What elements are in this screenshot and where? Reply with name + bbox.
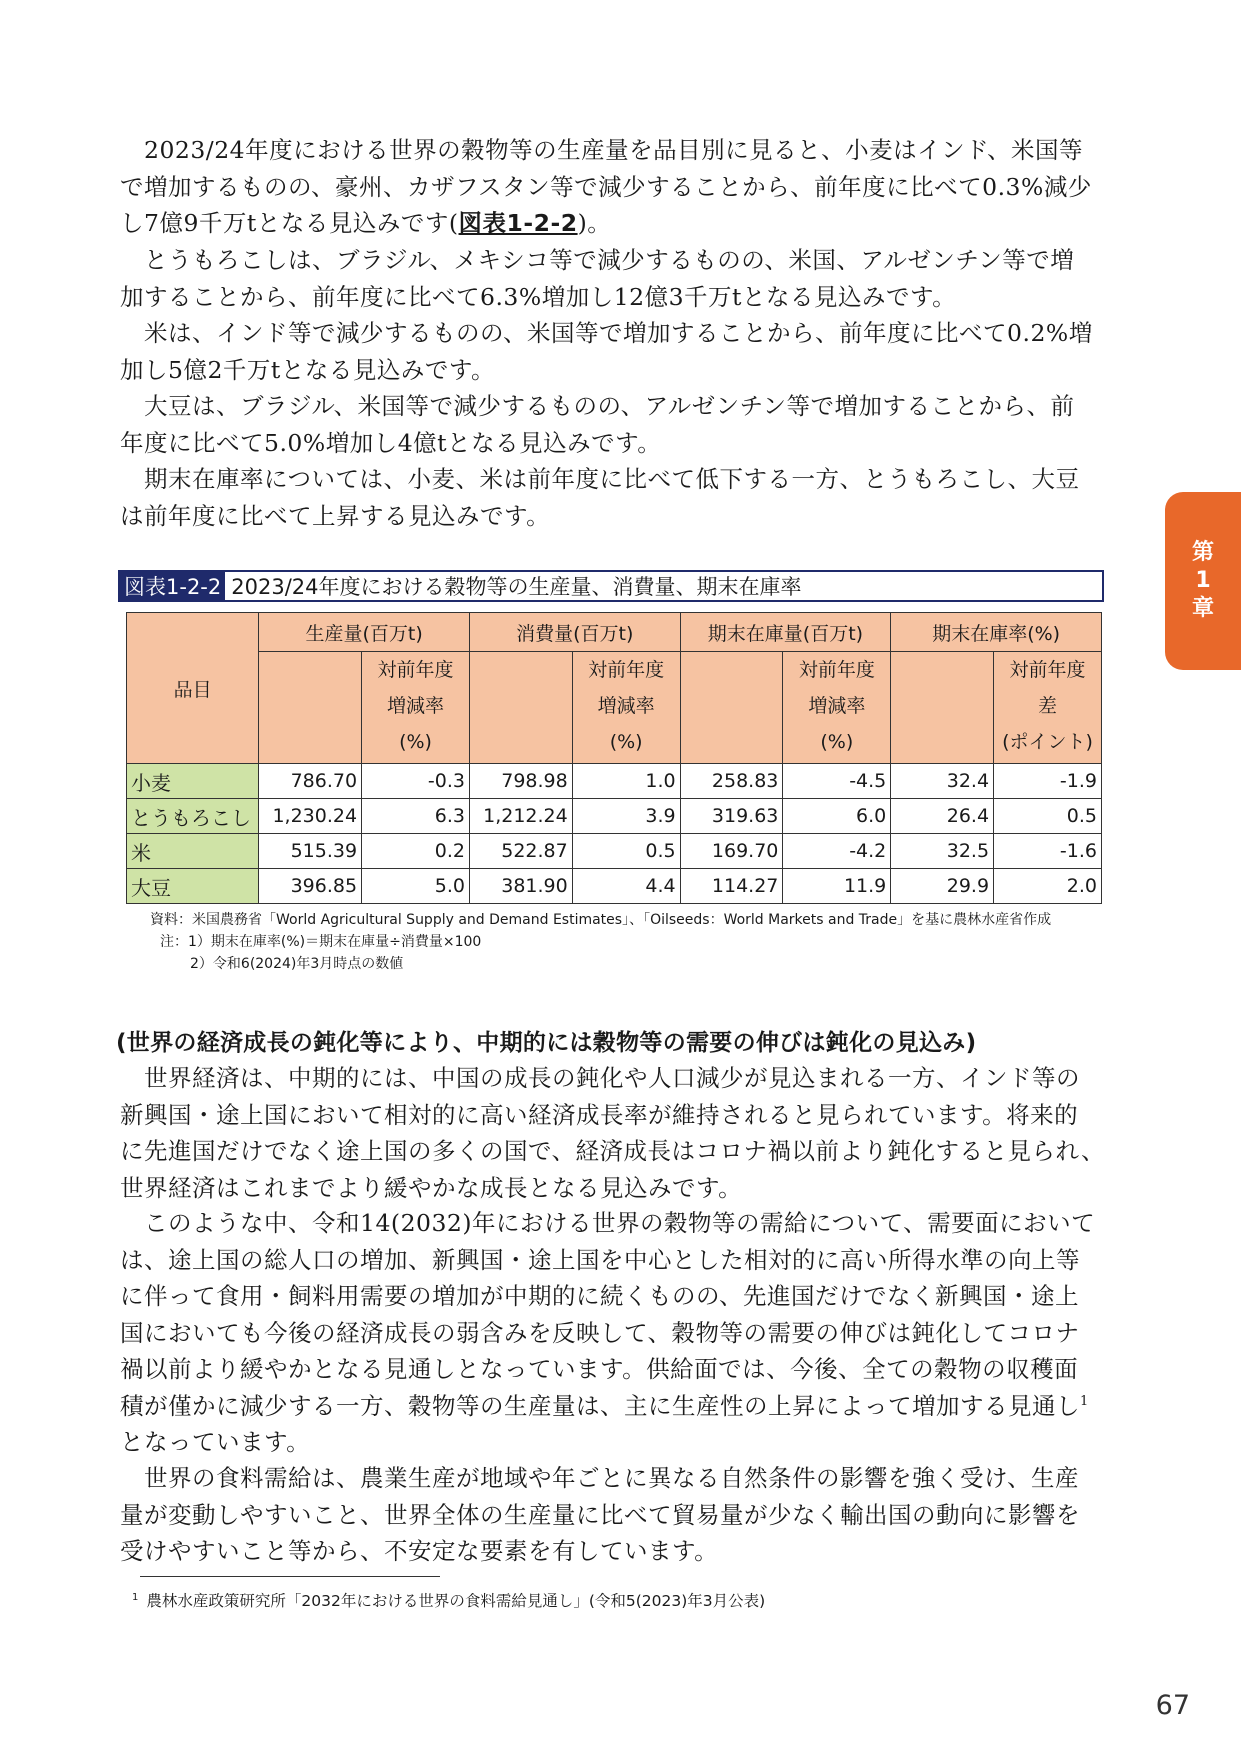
footnote-number: 1 bbox=[132, 1591, 139, 1603]
body-paragraph-economy bbox=[120, 1060, 1105, 1206]
grain-supply-table bbox=[126, 612, 1102, 904]
row-item-name: とうもろこし bbox=[127, 799, 259, 834]
yoy-diff-header bbox=[994, 652, 1102, 764]
page-number: 67 bbox=[1155, 1690, 1190, 1721]
table-cell: -4.2 bbox=[783, 834, 891, 869]
row-item-name: 大豆 bbox=[127, 869, 259, 904]
table-cell: 396.85 bbox=[259, 869, 362, 904]
yoy-change-header bbox=[572, 652, 680, 764]
text-line: 加し5億2千万tとなる見込みです。 bbox=[120, 355, 495, 384]
text-line bbox=[120, 1388, 1090, 1425]
table-cell: -1.6 bbox=[994, 834, 1102, 869]
footnote-divider bbox=[140, 1576, 440, 1577]
table-cell: 1,212.24 bbox=[469, 799, 572, 834]
source-note: 資料：米国農務省「World Agricultural Supply and Demand Estimates」、「Oilseeds：World Markets and Trade」を基に農林水産省作成 bbox=[150, 912, 1052, 928]
header-blank-cell bbox=[680, 652, 783, 764]
table-cell: 0.5 bbox=[994, 799, 1102, 834]
table-cell: -1.9 bbox=[994, 764, 1102, 799]
text-line: となっています。 bbox=[120, 1428, 311, 1456]
consumption-header: 消費量(百万t) bbox=[469, 613, 680, 652]
footnote-marker[interactable]: 1 bbox=[1080, 1393, 1089, 1409]
table-cell: 3.9 bbox=[572, 799, 680, 834]
table-notes bbox=[150, 909, 1110, 975]
table-cell: 1,230.24 bbox=[259, 799, 362, 834]
table-cell: 522.87 bbox=[469, 834, 572, 869]
stock-ratio-header: 期末在庫率(%) bbox=[891, 613, 1102, 652]
table-row-rice bbox=[127, 834, 1102, 869]
text-line: 量が変動しやすいこと、世界全体の生産量に比べて貿易量が少なく輸出国の動向に影響を bbox=[120, 1500, 1080, 1529]
text-line: 国においても今後の経済成長の弱含みを反映して、穀物等の需要の伸びは鈍化してコロナ bbox=[120, 1318, 1080, 1347]
subheader-line: (%) bbox=[399, 731, 432, 753]
table-cell: 798.98 bbox=[469, 764, 572, 799]
figure-title: 2023/24年度における穀物等の生産量、消費量、期末在庫率 bbox=[231, 575, 802, 599]
footnote-text: 農林水産政策研究所「2032年における世界の食料需給見通し」(令和5(2023)年3月公表) bbox=[146, 1592, 766, 1610]
chapter-tab[interactable] bbox=[1165, 492, 1241, 670]
table-cell: 0.2 bbox=[362, 834, 470, 869]
table-cell: 29.9 bbox=[891, 869, 994, 904]
figure-label: 図表1-2-2 bbox=[120, 572, 225, 600]
text-line: 期末在庫率については、小麦、米は前年度に比べて低下する一方、とうもろこし、大豆 bbox=[120, 465, 1080, 493]
table-cell: 32.4 bbox=[891, 764, 994, 799]
header-blank-cell bbox=[259, 652, 362, 764]
text-line: 年度に比べて5.0%増加し4億tとなる見込みです。 bbox=[120, 428, 662, 457]
table-cell: 4.4 bbox=[572, 869, 680, 904]
page-footnote bbox=[132, 1589, 1032, 1611]
subheader-line: (ポイント) bbox=[1002, 731, 1093, 753]
table-cell: 26.4 bbox=[891, 799, 994, 834]
text-line: は前年度に比べて上昇する見込みです。 bbox=[120, 501, 551, 530]
text-line: 大豆は、ブラジル、米国等で減少するものの、アルゼンチン等で増加することから、前 bbox=[120, 392, 1075, 420]
table-cell: 169.70 bbox=[680, 834, 783, 869]
body-paragraph-instability bbox=[120, 1460, 1090, 1570]
table-cell: -4.5 bbox=[783, 764, 891, 799]
text-line: 受けやすいこと等から、不安定な要素を有しています。 bbox=[120, 1537, 719, 1565]
text-line: は、途上国の総人口の増加、新興国・途上国を中心とした相対的に高い所得水準の向上等 bbox=[120, 1245, 1080, 1274]
text-fragment: 積が僅かに減少する一方、穀物等の生産量は、主に生産性の上昇によって増加する見通し bbox=[120, 1391, 1080, 1420]
text-line: に伴って食用・飼料用需要の増加が中期的に続くものの、先進国だけでなく新興国・途上 bbox=[120, 1282, 1080, 1310]
intro-paragraph-corn bbox=[120, 242, 1090, 315]
subheader-line: 増減率 bbox=[597, 695, 655, 717]
table-cell: 32.5 bbox=[891, 834, 994, 869]
yoy-change-header bbox=[362, 652, 470, 764]
subheader-line: 差 bbox=[1038, 695, 1058, 717]
table-cell: 786.70 bbox=[259, 764, 362, 799]
table-cell: 515.39 bbox=[259, 834, 362, 869]
table-header-row bbox=[127, 613, 1102, 652]
header-blank-cell bbox=[469, 652, 572, 764]
chapter-tab-label: 第 bbox=[1191, 540, 1214, 565]
table-cell: 319.63 bbox=[680, 799, 783, 834]
text-line: に先進国だけでなく途上国の多くの国で、経済成長はコロナ禍以前より鈍化すると見られ、 bbox=[120, 1137, 1105, 1165]
table-cell: 258.83 bbox=[680, 764, 783, 799]
body-paragraph-outlook bbox=[120, 1205, 1096, 1461]
table-row-wheat bbox=[127, 764, 1102, 799]
table-cell: 11.9 bbox=[783, 869, 891, 904]
text-line: 禍以前より緩やかとなる見通しとなっています。供給面では、今後、全ての穀物の収穫面 bbox=[120, 1355, 1079, 1383]
section-subheading: (世界の経済成長の鈍化等により、中期的には穀物等の需要の伸びは鈍化の見込み) bbox=[116, 1030, 977, 1056]
table-cell: 6.0 bbox=[783, 799, 891, 834]
table-row-corn bbox=[127, 799, 1102, 834]
header-blank-cell bbox=[891, 652, 994, 764]
text-fragment: し7億9千万tとなる見込みです( bbox=[120, 209, 459, 237]
text-line: このような中、令和14(2032)年における世界の穀物等の需給について、需要面において bbox=[120, 1209, 1096, 1237]
production-header: 生産量(百万t) bbox=[259, 613, 470, 652]
text-line: 新興国・途上国において相対的に高い経済成長率が維持されると見られています。将来的 bbox=[120, 1100, 1079, 1129]
text-line bbox=[120, 205, 1090, 242]
subheader-line: 対前年度 bbox=[1009, 659, 1086, 681]
chapter-tab-label: 章 bbox=[1191, 596, 1214, 621]
text-line: 世界の食料需給は、農業生産が地域や年ごとに異なる自然条件の影響を強く受け、生産 bbox=[120, 1464, 1080, 1492]
table-cell: 2.0 bbox=[994, 869, 1102, 904]
text-line: 米は、インド等で減少するものの、米国等で増加することから、前年度に比べて0.2%増 bbox=[120, 319, 1093, 347]
table-cell: 381.90 bbox=[469, 869, 572, 904]
item-column-header: 品目 bbox=[127, 613, 259, 764]
text-line: とうもろこしは、ブラジル、メキシコ等で減少するものの、米国、アルゼンチン等で増 bbox=[120, 246, 1075, 274]
table-cell: 1.0 bbox=[572, 764, 680, 799]
text-line: 世界経済はこれまでより緩やかな成長となる見込みです。 bbox=[120, 1173, 743, 1202]
text-line: 2023/24年度における世界の穀物等の生産量を品目別に見ると、小麦はインド、米国等 bbox=[120, 136, 1084, 164]
table-cell: 6.3 bbox=[362, 799, 470, 834]
footnote-2: 2）令和6(2024)年3月時点の数値 bbox=[190, 956, 404, 972]
text-fragment: )。 bbox=[577, 209, 612, 237]
subheader-line: 対前年度 bbox=[588, 659, 665, 681]
text-line: 加することから、前年度に比べて6.3%増加し12億3千万tとなる見込みです。 bbox=[120, 282, 957, 311]
row-item-name: 米 bbox=[127, 834, 259, 869]
yoy-change-header bbox=[783, 652, 891, 764]
table-cell: -0.3 bbox=[362, 764, 470, 799]
subheader-line: (%) bbox=[820, 731, 854, 753]
intro-paragraph-rice bbox=[120, 315, 1093, 388]
intro-paragraph-stock bbox=[120, 461, 1090, 534]
subheader-line: 対前年度 bbox=[377, 659, 454, 681]
table-cell: 5.0 bbox=[362, 869, 470, 904]
table-row-soybean bbox=[127, 869, 1102, 904]
intro-paragraph-wheat bbox=[120, 132, 1090, 242]
ending-stock-header: 期末在庫量(百万t) bbox=[680, 613, 891, 652]
table-subheader-row bbox=[127, 652, 1102, 764]
chapter-tab-number: 1 bbox=[1195, 568, 1211, 593]
text-line: 世界経済は、中期的には、中国の成長の鈍化や人口減少が見込まれる一方、インド等の bbox=[120, 1064, 1080, 1092]
row-item-name: 小麦 bbox=[127, 764, 259, 799]
figure-title-bar bbox=[118, 570, 1104, 602]
intro-paragraph-soybean bbox=[120, 388, 1090, 461]
table-cell: 0.5 bbox=[572, 834, 680, 869]
table-cell: 114.27 bbox=[680, 869, 783, 904]
subheader-line: 増減率 bbox=[387, 695, 445, 717]
footnote-1: 注：1）期末在庫率(%)＝期末在庫量÷消費量×100 bbox=[160, 934, 482, 950]
figure-reference-link[interactable]: 図表1-2-2 bbox=[458, 209, 578, 237]
subheader-line: 増減率 bbox=[808, 695, 866, 717]
text-line: で増加するものの、豪州、カザフスタン等で減少することから、前年度に比べて0.3%減少 bbox=[120, 172, 1092, 201]
subheader-line: (%) bbox=[609, 731, 643, 753]
subheader-line: 対前年度 bbox=[798, 659, 875, 681]
